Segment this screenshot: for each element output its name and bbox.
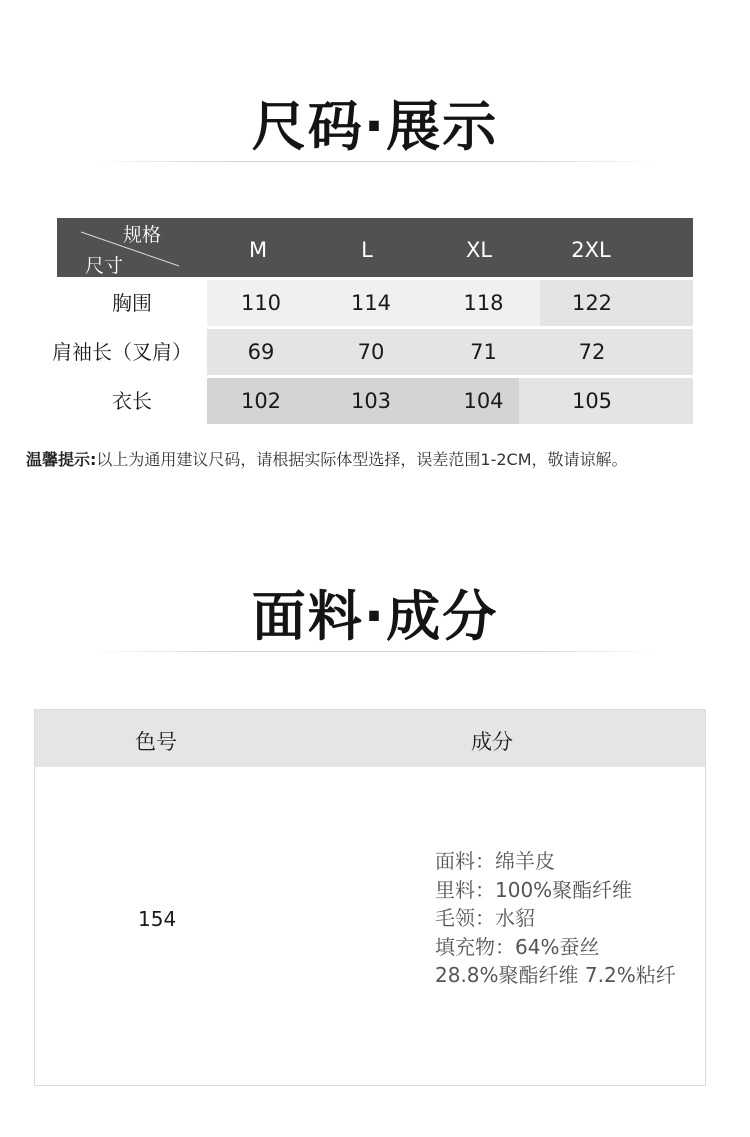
cell-sleeve-m: 69 [247,340,275,364]
composition-line-filling-rest: 28.8%聚酯纤维 7.2%粘纤 [435,963,676,987]
composition-line-shell: 面料：绵羊皮 [435,849,555,873]
title-divider [90,161,660,162]
composition-table [34,709,706,1086]
cell-chest-m: 110 [240,291,282,315]
cell-sleeve-l: 70 [357,340,385,364]
composition-list [435,847,676,990]
composition-line-lining: 里料：100%聚酯纤维 [435,877,633,902]
cell-chest-l: 114 [350,291,392,315]
table-row-chest [57,280,693,326]
title-divider [90,651,660,652]
cell-sleeve-xl: 71 [470,340,497,364]
tip-label: 温馨提示: [26,450,97,469]
cell-length-m: 102 [240,389,282,413]
cell-chest-xl: 118 [463,291,504,315]
size-tip [26,447,628,470]
cell-length-2xl: 105 [571,389,613,413]
row-label-chest: 胸围 [112,291,152,315]
composition-table-header [35,710,705,767]
corner-label-size: 尺寸 [85,255,124,277]
table-row-length [57,378,693,424]
size-col-l: L [361,238,373,262]
size-col-2xl: 2XL [571,238,611,262]
size-table-header [57,218,693,277]
header-color-code: 色号 [135,730,177,754]
cell-chest-2xl: 122 [571,291,613,315]
cell-length-xl: 104 [463,389,504,413]
size-col-xl: XL [465,238,493,262]
composition-line-filling: 填充物：64%蚕丝 [435,934,600,959]
tip-text: 以上为通用建议尺码，请根据实际体型选择，误差范围1-2CM，敬请谅解。 [96,450,628,469]
size-table [52,218,693,424]
row-label-sleeve: 肩袖长（叉肩） [52,340,192,364]
corner-cell [57,218,207,277]
fabric-section-title: 面料·成分 [251,585,499,648]
size-col-m: M [248,238,268,262]
cell-sleeve-2xl: 72 [578,340,606,364]
size-section-title: 尺码·展示 [251,95,499,158]
cell-length-l: 103 [350,389,392,413]
row-label-length: 衣长 [112,389,152,413]
color-code-value: 154 [138,907,177,931]
header-composition: 成分 [471,730,513,754]
corner-label-spec: 规格 [123,224,162,246]
composition-line-collar: 毛领：水貂 [435,906,535,930]
table-row-sleeve [52,329,693,375]
